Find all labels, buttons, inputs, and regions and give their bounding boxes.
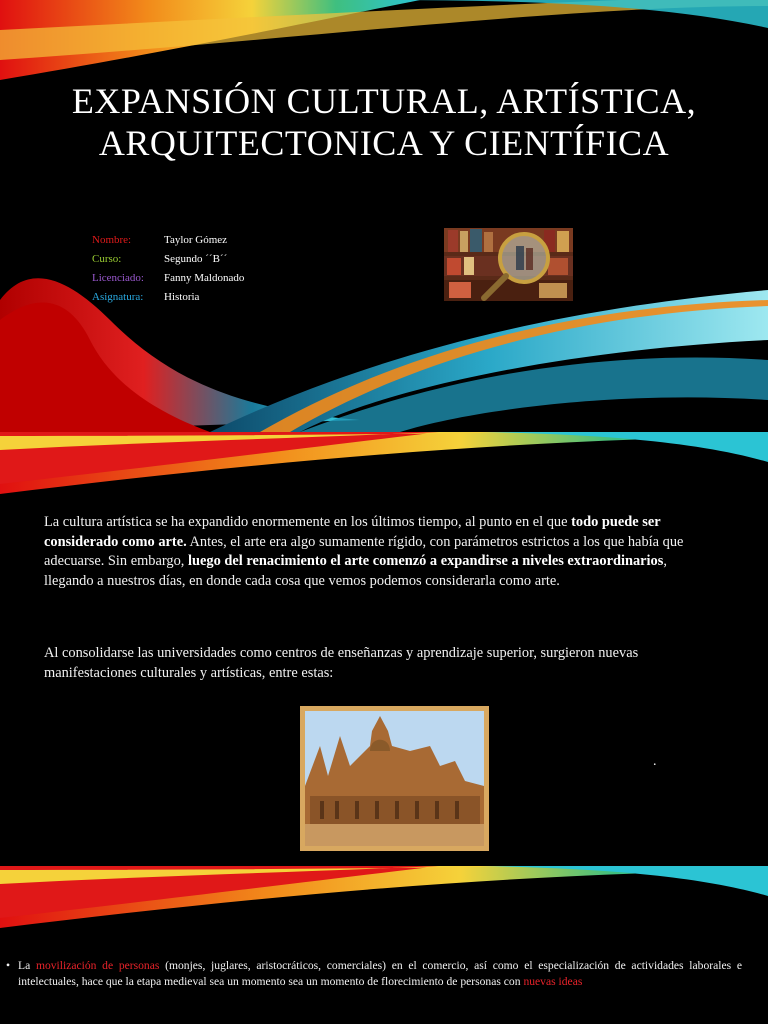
content-slide-medieval [0,866,768,1024]
slide-title: EXPANSIÓN CULTURAL, ARTÍSTICA, ARQUITECTONICA Y CIENTÍFICA [71,81,697,163]
bullet-text [6,958,742,989]
highlight-text: movilización de personas [35,959,160,972]
info-label: Licenciado: [92,272,144,284]
decorative-swoosh-graphic [0,0,768,432]
info-row-curso [92,250,244,269]
info-row-licenciado [92,269,244,288]
paragraph-arte [44,513,704,591]
info-value: Taylor Gómez [164,234,228,246]
info-value: Historia [164,291,200,303]
info-label: Curso: [92,253,122,265]
bold-text: todo puede ser considerado como arte. [44,514,661,550]
info-label: Nombre: [92,234,132,246]
info-value: Fanny Maldonado [164,272,245,284]
paragraph-universidades: Al consolidarse las universidades como centros de enseñanzas y aprendizaje superior, surgieron nuevas manifestaciones culturales y artísticas, entre estas: [44,645,639,681]
highlight-text: nuevas ideas [523,974,583,988]
text-run: La cultura artística se ha expandido enormemente en los últimos tiempo, al punto en el que [44,514,572,530]
content-slide-arte [0,432,768,866]
info-value: Segundo ´´B´´ [164,253,228,265]
gothic-cathedral-image [300,706,489,851]
info-row-asignatura [92,288,244,307]
stray-dot: . [653,754,657,769]
bullet-item [6,958,742,989]
decorative-swoosh-graphic [0,432,768,512]
decorative-swoosh-graphic [0,866,768,946]
text-run: Antes, el arte era algo sumamente rígido, con parámetros estrictos a los que había que adecuarse. Sin embargo, [44,533,684,569]
student-info [92,231,244,307]
text-run: La [18,959,36,972]
magnifying-glass-books-image [444,228,573,301]
bullet-mark: • [6,959,11,972]
info-label: Asignatura: [92,291,144,303]
bold-text: luego del renacimiento el arte comenzó a expandirse a niveles extraordinarios [188,553,664,569]
text-run: (monjes, juglares, aristocráticos, comerciales) en el comercio, así como el especialización de actividades laborales e intelectuales, hace que la etapa medieval sea un momento sea un momento de florecimiento de personas con [18,959,742,988]
title-slide [0,0,768,432]
text-run: , llegando a nuestros días, en donde cada cosa que vemos podemos considerarla como arte. [44,553,667,589]
info-row-nombre [92,231,244,250]
